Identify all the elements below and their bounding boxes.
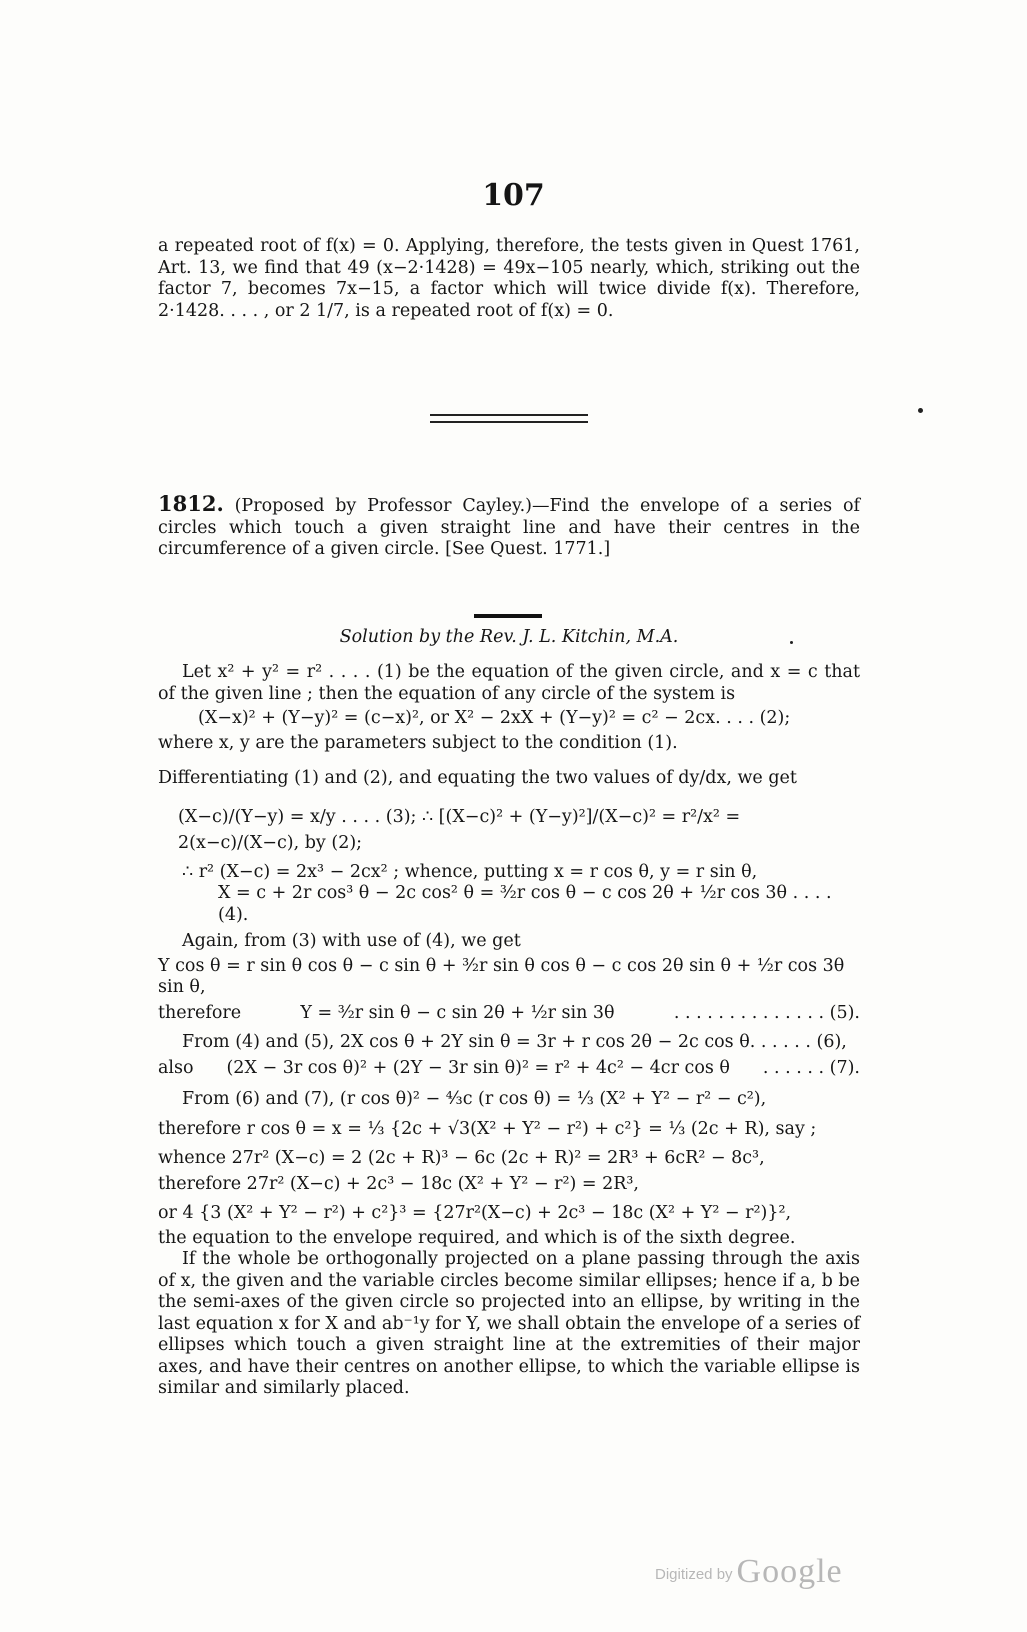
equation-5a: Y cos θ = r sin θ cos θ − c sin θ + ³⁄₂r sin θ cos θ − c cos 2θ sin θ + ½r cos 3θ sin θ, — [158, 955, 845, 997]
question-proposer: (Proposed by Professor Cayley.) — [234, 496, 532, 516]
question-number: 1812. — [158, 491, 224, 516]
equation-12: or 4 {3 (X² + Y² − r²) + c²}³ = {27r²(X−c) + 2c³ − 18c (X² + Y² − r²)}², — [158, 1203, 792, 1223]
equation-5b-line — [158, 1003, 860, 1025]
equation-4b: X = c + 2r cos³ θ − 2c cos² θ = ³⁄₂r cos θ − c cos 2θ + ½r cos 3θ . . . . (4). — [218, 883, 832, 925]
paragraph-parameters: where x, y are the parameters subject to the condition (1). — [158, 732, 678, 753]
stray-dot-small — [790, 641, 793, 644]
watermark-prefix: Digitized by — [655, 1566, 733, 1583]
paragraph-projection: If the whole be orthogonally projected on a plane passing through the axis of x, the given and the variable circles become similar ellipses; hence if a, b be the semi-axes of the given circle so projected into an ellipse, by writing in the last equation x for X and ab⁻¹y for Y, we shall obtain the envelope of a series of ellipses which touch a given straight line at the extremities of their major axes, and have their centres on another ellipse, to which the variable ellipse is similar and similarly placed. — [158, 1249, 860, 1398]
question-1812 — [158, 493, 860, 561]
equation-2: (X−x)² + (Y−y)² = (c−x)², or X² − 2xX + (Y−y)² = c² − 2cx. . . . (2); — [198, 708, 791, 728]
equation-5b-lead: therefore — [158, 1002, 242, 1023]
equation-11: therefore 27r² (X−c) + 2c³ − 18c (X² + Y² − r²) = 2R³, — [158, 1173, 639, 1194]
solution-body — [158, 662, 860, 1400]
paragraph-let: Let x² + y² = r² . . . . (1) be the equation of the given circle, and x = c that of the given line ; then the equation of any circle of the system is — [158, 662, 860, 704]
equation-9: therefore r cos θ = x = ⅓ {2c + √3(X² + Y² − r²) + c²} = ⅓ (2c + R), say ; — [158, 1118, 817, 1139]
equation-6: From (4) and (5), 2X cos θ + 2Y sin θ = 3r + r cos 2θ − 2c cos θ. . . . . . (6), — [182, 1032, 847, 1052]
paragraph-again: Again, from (3) with use of (4), we get — [182, 931, 521, 951]
equation-4a: ∴ r² (X−c) = 2x³ − 2cx² ; whence, putting x = r cos θ, y = r sin θ, — [182, 861, 758, 882]
solution-heading: Solution by the Rev. J. L. Kitchin, M.A. — [339, 627, 679, 647]
equation-5b: Y = ³⁄₂r sin θ − c sin 2θ + ½r sin 3θ — [300, 1002, 615, 1023]
paragraph-sixth-degree: the equation to the envelope required, and which is of the sixth degree. — [158, 1227, 796, 1248]
equation-7-line — [158, 1058, 860, 1080]
section-double-rule — [430, 414, 588, 423]
google-logo: Google — [736, 1553, 843, 1590]
equation-8: From (6) and (7), (r cos θ)² − ⁴⁄₃c (r cos θ) = ⅓ (X² + Y² − r² − c²), — [182, 1089, 767, 1109]
question-text: —Find the envelope of a series of circles which touch a given straight line and have their centres in the circumference of a given circle. [See Quest. 1771.] — [158, 496, 860, 559]
equation-7-tag: . . . . . . (7). — [762, 1057, 860, 1078]
equation-3: (X−c)/(Y−y) = x/y . . . . (3); ∴ [(X−c)² + (Y−y)²]/(X−c)² = r²/x² = 2(x−c)/(X−c), by (2); — [178, 806, 741, 853]
equation-7-lead: also — [158, 1057, 194, 1078]
paragraph-differentiating: Differentiating (1) and (2), and equating the two values of dy/dx, we get — [158, 768, 797, 788]
equation-5b-tag: . . . . . . . . . . . . . . (5). — [673, 1002, 860, 1023]
section-rule — [474, 614, 542, 618]
page-number: 107 — [482, 178, 545, 213]
stray-dot — [918, 408, 923, 413]
digitized-by-google-watermark — [655, 1553, 843, 1591]
equation-7: (2X − 3r cos θ)² + (2Y − 3r sin θ)² = r² + 4c² − 4cr cos θ — [226, 1057, 730, 1078]
equation-10: whence 27r² (X−c) = 2 (2c + R)³ − 6c (2c + R)² = 2R³ + 6cR² − 8c³, — [158, 1148, 765, 1168]
previous-solution-ending — [158, 236, 860, 322]
previous-solution-text: a repeated root of f(x) = 0. Applying, therefore, the tests given in Quest 1761, Art. 13, we find that 49 (x−2·1428) = 49x−105 nearly, which, striking out the factor 7, becomes 7x−15, a factor which will twice divide f(x). Therefore, 2·1428. . . . , or 2 1/7, is a repeated root of f(x) = 0. — [158, 236, 860, 321]
